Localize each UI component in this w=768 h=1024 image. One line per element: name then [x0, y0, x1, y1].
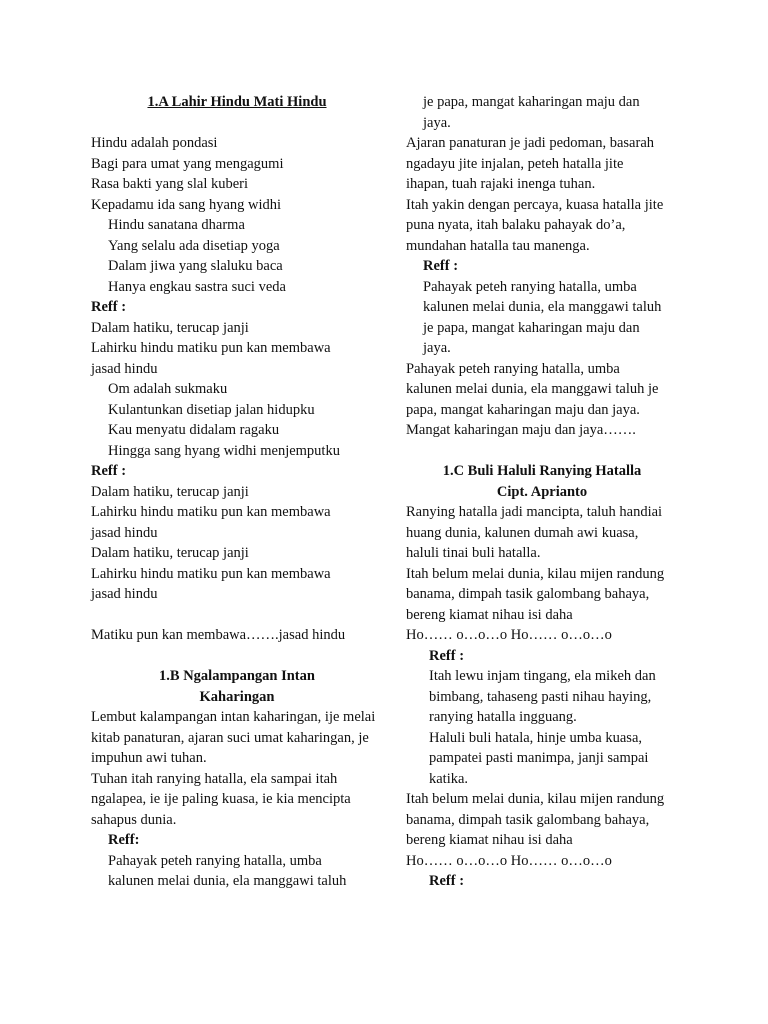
lyric-line: kalunen melai dunia, ela manggawi taluh je: [406, 381, 659, 397]
reff-label: Reff :: [423, 258, 459, 274]
song-c-para1: [406, 502, 678, 564]
lyric-line: Om adalah sukmaku: [108, 381, 228, 397]
lyric-line: Pahayak peteh ranying hatalla, umba: [423, 278, 637, 295]
lyric-line: Hingga sang hyang widhi menjemputku: [108, 442, 340, 459]
lyric-line: jasad hindu: [91, 524, 158, 541]
lyric-line: Lahirku hindu matiku pun kan membawa: [91, 340, 331, 356]
reff-label: Reff :: [91, 299, 127, 315]
lyric-line: Dalam hatiku, terucap janji: [91, 319, 249, 336]
lyric-line: Kulantunkan disetiap jalan hidupku: [108, 401, 315, 418]
lyric-line: jaya.: [423, 340, 451, 356]
lyric-line: Kepadamu ida sang hyang widhi: [91, 196, 282, 213]
song-c-title-line1: 1.C Buli Haluli Ranying Hatalla: [442, 463, 642, 479]
song-b-para2: Tuhan itah ranying hatalla, ela sampai itah ngalapea, ie ije paling kuasa, ie kia mencipta sahapus dunia.: [91, 770, 351, 828]
song-b-cont-para2: [406, 195, 678, 257]
song-a-reff2: [91, 482, 383, 605]
lyric-line: Rasa bakti yang slal kuberi: [91, 176, 249, 192]
lyric-line: ngadayu jite injalan, peteh hatalla jite: [406, 155, 624, 172]
song-c-reff: [406, 666, 678, 789]
song-a-verse-indent: [91, 215, 383, 297]
lyric-line: mundahan hatalla tau manenga.: [406, 237, 590, 254]
song-b-title-line1: 1.B Ngalampangan Intan: [159, 668, 315, 684]
song-b-title: [91, 666, 383, 707]
lyric-line: papa, mangat kaharingan maju dan jaya.: [406, 401, 640, 418]
lyric-line: Dalam hatiku, terucap janji: [91, 545, 249, 561]
song-c-ho2: Ho…… o…o…o Ho…… o…o…o: [406, 852, 612, 869]
lyric-line: Itah lewu injam tingang, ela mikeh dan: [429, 668, 656, 684]
reff-label: Reff :: [429, 873, 465, 889]
lyric-line: Hindu adalah pondasi: [91, 135, 218, 151]
lyric-line: huang dunia, kalunen dumah awi kuasa,: [406, 524, 639, 541]
lyric-line: puna nyata, itah balaku pahayak do’a,: [406, 217, 626, 233]
lyric-line: Lahirku hindu matiku pun kan membawa: [91, 565, 331, 582]
song-b-title-line2: Kaharingan: [199, 688, 275, 705]
lyric-line: Bagi para umat yang mengagumi: [91, 155, 284, 172]
lyric-line: Ranying hatalla jadi mancipta, taluh handiai: [406, 504, 663, 520]
lyric-line: Hindu sanatana dharma: [108, 217, 245, 233]
lyric-line: bimbang, tahaseng pasti nihau haying,: [429, 688, 652, 705]
lyric-line: Dalam jiwa yang slaluku baca: [108, 258, 283, 274]
lyric-line: Hanya engkau sastra suci veda: [108, 278, 286, 295]
lyric-line: kalunen melai dunia, ela manggawi taluh: [108, 873, 347, 889]
reff-label: Reff :: [429, 647, 465, 664]
song-a-reff1: [91, 318, 383, 380]
reff-label: Reff :: [91, 463, 127, 479]
lyric-line: kalunen melai dunia, ela manggawi taluh: [423, 299, 662, 315]
lyric-line: pampatei pasti manimpa, janji sampai: [429, 750, 649, 766]
song-b-cont-para1: [406, 133, 678, 195]
lyric-line: Mangat kaharingan maju dan jaya…….: [406, 422, 636, 438]
lyric-line: katika.: [429, 770, 469, 787]
lyric-line: je papa, mangat kaharingan maju dan: [423, 94, 640, 110]
song-b-cont-reff: [406, 277, 678, 359]
lyric-line: banama, dimpah tasik galombang bahaya,: [406, 811, 650, 828]
lyric-line: Itah belum melai dunia, kilau mijen randung: [406, 791, 665, 807]
right-column: [406, 92, 678, 892]
song-c-ho1: Ho…… o…o…o Ho…… o…o…o: [406, 627, 612, 643]
lyric-line: bereng kiamat nihau isi daha: [406, 832, 573, 848]
song-b-cont-para3: [406, 359, 678, 441]
song-c-para3: [406, 789, 678, 851]
song-c-title-line2: Cipt. Aprianto: [496, 483, 588, 500]
lyric-line: je papa, mangat kaharingan maju dan: [423, 319, 640, 336]
song-a-ending: Matiku pun kan membawa…….jasad hindu: [91, 627, 346, 643]
lyric-line: Kau menyatu didalam ragaku: [108, 422, 280, 438]
song-b-cont-indent: [406, 92, 678, 133]
lyric-line: jasad hindu: [91, 586, 158, 602]
lyric-line: Itah yakin dengan percaya, kuasa hatalla jite: [406, 196, 664, 213]
lyric-line: ihapan, tuah rajaki inenga tuhan.: [406, 176, 596, 192]
lyric-line: Pahayak peteh ranying hatalla, umba: [108, 852, 322, 869]
lyric-line: Dalam hatiku, terucap janji: [91, 483, 249, 500]
lyric-line: banama, dimpah tasik galombang bahaya,: [406, 586, 650, 602]
lyric-line: ranying hatalla ingguang.: [429, 709, 577, 725]
song-c-title: [406, 461, 678, 502]
reff-label: Reff:: [108, 832, 140, 848]
lyric-line: Pahayak peteh ranying hatalla, umba: [406, 360, 620, 377]
lyric-line: Haluli buli hatala, hinje umba kuasa,: [429, 729, 643, 746]
song-a-title: 1.A Lahir Hindu Mati Hindu: [147, 94, 327, 110]
song-b-para1: Lembut kalampangan intan kaharingan, ije melai kitab panaturan, ajaran suci umat kaharingan, je impuhun awi tuhan.: [91, 709, 376, 766]
lyric-line: bereng kiamat nihau isi daha: [406, 606, 573, 623]
song-b-reff: [91, 851, 383, 892]
left-column: [91, 92, 383, 892]
song-a-verse2-indent: [91, 379, 383, 461]
lyric-line: Lahirku hindu matiku pun kan membawa: [91, 504, 331, 520]
lyric-line: Itah belum melai dunia, kilau mijen randung: [406, 565, 665, 582]
song-c-para2: [406, 564, 678, 626]
song-a-verse: [91, 133, 383, 215]
lyric-line: jaya.: [423, 114, 451, 131]
lyric-line: jasad hindu: [91, 360, 158, 377]
lyric-line: Yang selalu ada disetiap yoga: [108, 237, 280, 254]
lyric-line: haluli tinai buli hatalla.: [406, 545, 541, 561]
lyric-line: Ajaran panaturan je jadi pedoman, basarah: [406, 135, 655, 151]
